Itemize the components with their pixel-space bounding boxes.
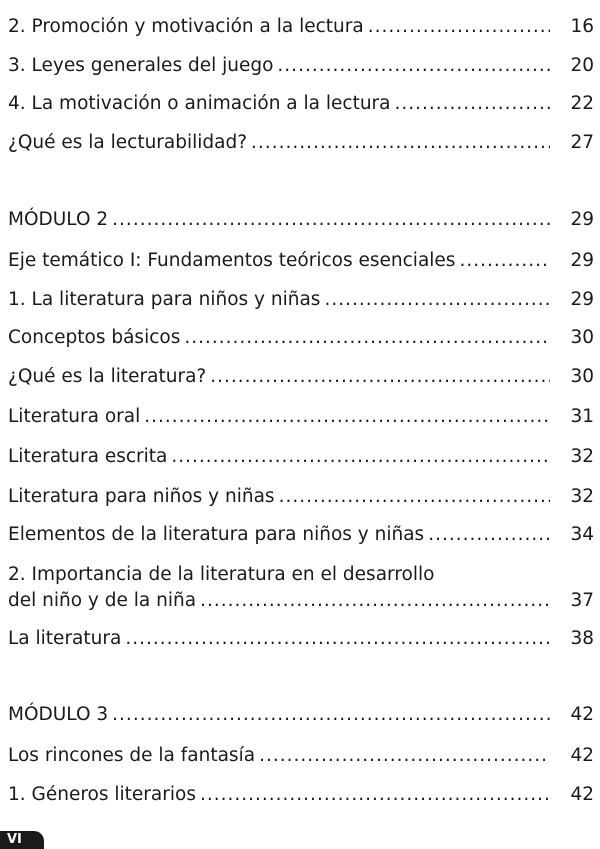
toc-entry-title-line2: del niño y de la niña [8, 590, 197, 611]
toc-entry-literatura-oral [8, 404, 594, 430]
toc-entry-generos [8, 782, 594, 808]
dot-leader [459, 248, 550, 274]
toc-entry-page: 29 [570, 250, 594, 271]
toc-entry-promocion [8, 14, 594, 40]
toc-entry-lecturabilidad [8, 130, 594, 156]
toc-entry-title: Eje temático I: Fundamentos teóricos esenciales [8, 250, 456, 271]
toc-entry-title: ¿Qué es la literatura? [8, 366, 207, 387]
toc-entry-title: MÓDULO 3 [8, 704, 109, 725]
toc-entry-page: 42 [570, 704, 594, 725]
dot-leader [259, 743, 550, 769]
toc-entry-modulo-2 [8, 207, 594, 233]
toc-entry-page: 20 [570, 55, 594, 76]
toc-entry-title: MÓDULO 2 [8, 209, 109, 230]
dot-leader [251, 130, 550, 156]
dot-leader [184, 325, 550, 351]
toc-entry-page: 30 [570, 327, 594, 348]
toc-entry-title: La literatura [8, 628, 122, 649]
dot-leader [200, 588, 550, 614]
toc-entry-title: 1. Géneros literarios [8, 784, 196, 805]
toc-entry-page: 27 [570, 132, 594, 153]
toc-entry-title: Conceptos básicos [8, 327, 181, 348]
toc-entry-page: 30 [570, 366, 594, 387]
toc-entry-page: 32 [570, 486, 594, 507]
toc-entry-la-literatura [8, 626, 594, 652]
toc-entry-literatura-escrita [8, 444, 594, 470]
dot-leader [368, 14, 550, 40]
toc-entry-title: 2. Promoción y motivación a la lectura [8, 16, 364, 37]
toc-entry-title: Elementos de la literatura para niños y niñas [8, 524, 425, 545]
page-number-badge: VI [0, 831, 44, 849]
toc-entry-title: Literatura oral [8, 406, 141, 427]
toc-entry-elementos [8, 522, 594, 548]
dot-leader [144, 404, 550, 430]
toc-entry-page: 34 [570, 524, 594, 545]
toc-entry-title: ¿Qué es la lecturabilidad? [8, 132, 248, 153]
toc-entry-page: 31 [570, 406, 594, 427]
dot-leader [279, 484, 550, 510]
dot-leader [125, 626, 550, 652]
toc-entry-importancia [8, 562, 594, 614]
toc-entry-title: Los rincones de la fantasía [8, 745, 256, 766]
toc-entry-modulo-3 [8, 702, 594, 728]
dot-leader [112, 207, 550, 233]
toc-entry-que-es-literatura [8, 364, 594, 390]
toc-entry-conceptos [8, 325, 594, 351]
toc-entry-page: 37 [570, 590, 594, 611]
toc-entry-page: 16 [570, 16, 594, 37]
toc-entry-page: 32 [570, 446, 594, 467]
dot-leader [171, 444, 550, 470]
dot-leader [395, 91, 551, 117]
toc-entry-eje-tematico [8, 248, 594, 274]
dot-leader [200, 782, 550, 808]
toc-entry-page: 42 [570, 784, 594, 805]
dot-leader [428, 522, 550, 548]
toc-entry-leyes [8, 53, 594, 79]
toc-entry-title: 1. La literatura para niños y niñas [8, 289, 321, 310]
toc-entry-rincones [8, 743, 594, 769]
dot-leader [112, 702, 550, 728]
toc-entry-page: 42 [570, 745, 594, 766]
toc-entry-title: 3. Leyes generales del juego [8, 55, 274, 76]
dot-leader [210, 364, 550, 390]
dot-leader [324, 287, 550, 313]
toc-entry-title: Literatura escrita [8, 446, 168, 467]
toc-entry-page: 38 [570, 628, 594, 649]
dot-leader [277, 53, 550, 79]
toc-entry-motivacion [8, 91, 594, 117]
toc-entry-page: 22 [570, 93, 594, 114]
toc-entry-title-line1: 2. Importancia de la literatura en el desarrollo [8, 564, 435, 585]
toc-entry-row [8, 588, 594, 614]
toc-entry-title: 4. La motivación o animación a la lectura [8, 93, 391, 114]
toc-entry-page: 29 [570, 289, 594, 310]
toc-entry-page: 29 [570, 209, 594, 230]
toc-entry-literatura-ninos [8, 287, 594, 313]
toc-entry-literatura-para-ninos [8, 484, 594, 510]
toc-entry-title: Literatura para niños y niñas [8, 486, 275, 507]
